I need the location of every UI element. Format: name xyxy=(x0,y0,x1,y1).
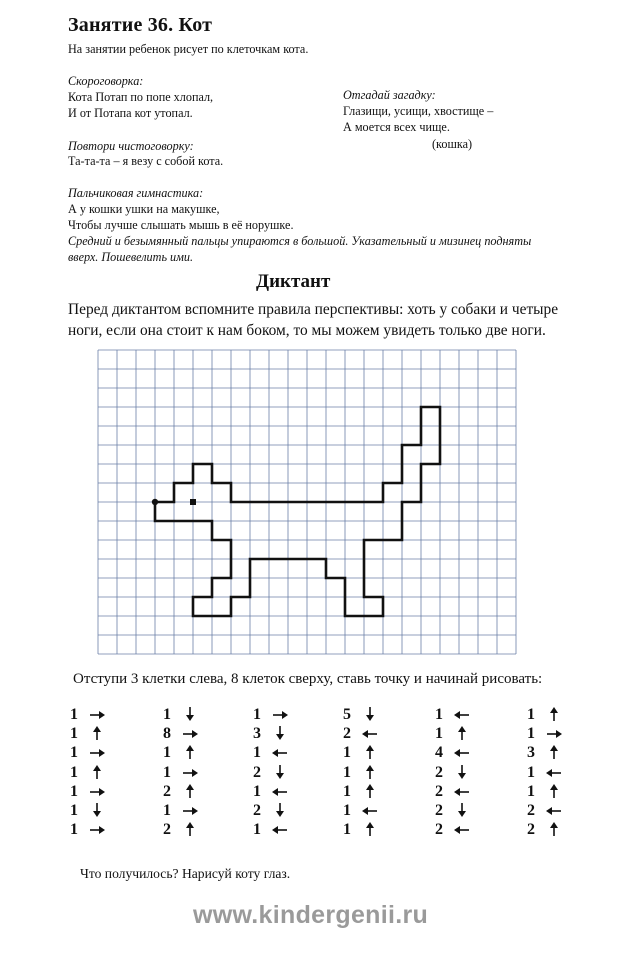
dictation-step xyxy=(70,744,106,762)
arrow-left-icon xyxy=(271,821,289,839)
step-count: 1 xyxy=(163,763,171,781)
arrow-right-icon xyxy=(181,725,199,743)
dictation-step xyxy=(343,744,379,762)
step-count: 1 xyxy=(527,763,535,781)
step-count: 2 xyxy=(435,763,443,781)
arrow-left-icon xyxy=(361,725,379,743)
dictation-step xyxy=(163,706,199,724)
step-count: 1 xyxy=(253,744,261,762)
finger-gym-note-2: вверх. Пошевелить ими. xyxy=(68,250,194,264)
step-count: 1 xyxy=(527,725,535,743)
dictation-step xyxy=(343,783,379,801)
tongue-twister-line-1: Кота Потап по попе хлопал, xyxy=(68,90,214,104)
arrow-right-icon xyxy=(88,821,106,839)
dictation-step xyxy=(435,821,471,839)
step-count: 4 xyxy=(435,744,443,762)
dictation-intro-line-1: Перед диктантом вспомните правила перспективы: хоть у собаки и четыре xyxy=(68,301,559,318)
dictation-step xyxy=(163,783,199,801)
dictation-step xyxy=(435,706,471,724)
dictation-title: Диктант xyxy=(256,271,331,292)
dictation-step xyxy=(435,744,471,762)
arrow-down-icon xyxy=(271,764,289,782)
step-count: 1 xyxy=(70,763,78,781)
dictation-step xyxy=(527,783,563,801)
step-count: 2 xyxy=(435,821,443,839)
step-count: 1 xyxy=(343,821,351,839)
arrow-up-icon xyxy=(88,764,106,782)
arrow-up-icon xyxy=(545,706,563,724)
step-count: 3 xyxy=(527,744,535,762)
dictation-step xyxy=(70,706,106,724)
step-count: 1 xyxy=(253,782,261,800)
dictation-step xyxy=(253,725,289,743)
step-count: 1 xyxy=(253,706,261,723)
tongue-twister-line-2: И от Потапа кот утопал. xyxy=(68,106,193,120)
dictation-step xyxy=(527,764,563,782)
arrow-left-icon xyxy=(453,783,471,801)
arrow-right-icon xyxy=(181,764,199,782)
step-count: 2 xyxy=(253,763,261,781)
dictation-step xyxy=(527,802,563,820)
dictation-step xyxy=(343,821,379,839)
dictation-step xyxy=(253,802,289,820)
finger-gym-note-1: Средний и безымянный пальцы упираются в большой. Указательный и мизинец подняты xyxy=(68,234,532,248)
dictation-step xyxy=(435,783,471,801)
cat-outline xyxy=(155,407,440,616)
arrow-down-icon xyxy=(271,802,289,820)
arrow-right-icon xyxy=(181,802,199,820)
arrow-up-icon xyxy=(545,821,563,839)
dictation-step xyxy=(163,764,199,782)
finger-gym-line-2: Чтобы лучше слышать мышь в её норушке. xyxy=(68,218,294,232)
finger-gym-label: Пальчиковая гимнастика: xyxy=(68,186,204,200)
result-question: Что получилось? Нарисуй коту глаз. xyxy=(80,866,291,881)
dictation-step xyxy=(163,725,199,743)
arrow-up-icon xyxy=(361,821,379,839)
step-count: 1 xyxy=(70,782,78,800)
step-count: 1 xyxy=(343,763,351,781)
arrow-left-icon xyxy=(545,802,563,820)
page-title: Занятие 36. Кот xyxy=(68,14,213,36)
dictation-step xyxy=(253,744,289,762)
dictation-intro-line-2: ноги, если она стоит к нам боком, то мы можем увидеть только две ноги. xyxy=(68,322,546,339)
step-count: 2 xyxy=(253,802,261,819)
step-count: 1 xyxy=(70,802,78,819)
step-count: 2 xyxy=(435,782,443,800)
step-count: 1 xyxy=(70,744,78,762)
pure-phrase-text: Та-та-та – я везу с собой кота. xyxy=(68,154,224,168)
step-count: 1 xyxy=(435,725,443,743)
dictation-step xyxy=(70,764,106,782)
dictation-step xyxy=(343,706,379,724)
step-count: 1 xyxy=(163,744,171,762)
dictation-step xyxy=(163,821,199,839)
arrow-up-icon xyxy=(361,783,379,801)
step-count: 8 xyxy=(163,725,171,743)
dictation-step xyxy=(163,744,199,762)
dictation-step xyxy=(343,764,379,782)
arrow-up-icon xyxy=(181,783,199,801)
step-count: 1 xyxy=(253,821,261,839)
dictation-step xyxy=(343,725,379,743)
arrow-up-icon xyxy=(545,783,563,801)
arrow-up-icon xyxy=(361,764,379,782)
arrow-up-icon xyxy=(361,744,379,762)
arrow-left-icon xyxy=(453,706,471,724)
arrow-up-icon xyxy=(181,821,199,839)
cat-eye xyxy=(190,499,196,505)
finger-gym-line-1: А у кошки ушки на макушке, xyxy=(68,202,220,216)
dictation-step xyxy=(70,821,106,839)
arrow-right-icon xyxy=(545,725,563,743)
dictation-step xyxy=(435,764,471,782)
step-count: 1 xyxy=(527,706,535,723)
arrow-down-icon xyxy=(453,764,471,782)
arrow-down-icon xyxy=(181,706,199,724)
arrow-up-icon xyxy=(181,744,199,762)
arrow-down-icon xyxy=(271,725,289,743)
dictation-step xyxy=(527,706,563,724)
arrow-down-icon xyxy=(453,802,471,820)
dictation-step xyxy=(435,802,471,820)
arrow-up-icon xyxy=(88,725,106,743)
tongue-twister-label: Скороговорка: xyxy=(68,74,144,88)
riddle-label: Отгадай загадку: xyxy=(343,88,436,102)
step-count: 2 xyxy=(435,802,443,819)
step-count: 1 xyxy=(163,802,171,819)
dictation-instruction: Отступи 3 клетки слева, 8 клеток сверху, ставь точку и начинай рисовать: xyxy=(73,671,543,687)
arrow-down-icon xyxy=(88,802,106,820)
arrow-up-icon xyxy=(545,744,563,762)
dictation-step xyxy=(527,744,563,762)
dictation-step xyxy=(253,783,289,801)
riddle-line-2: А моется всех чище. xyxy=(343,120,450,134)
riddle-answer: (кошка) xyxy=(432,137,473,151)
start-dot xyxy=(152,499,158,505)
dictation-step xyxy=(253,764,289,782)
dictation-step xyxy=(343,802,379,820)
arrow-left-icon xyxy=(545,764,563,782)
step-count: 2 xyxy=(163,782,171,800)
dictation-step xyxy=(70,725,106,743)
arrow-right-icon xyxy=(88,706,106,724)
step-count: 2 xyxy=(163,821,171,839)
step-count: 2 xyxy=(527,802,535,819)
step-count: 1 xyxy=(343,744,351,762)
step-count: 2 xyxy=(527,821,535,839)
watermark: www.kindergenii.ru xyxy=(193,901,429,929)
dictation-step xyxy=(435,725,471,743)
dictation-step xyxy=(527,725,563,743)
step-count: 2 xyxy=(343,725,351,743)
dictation-step xyxy=(70,802,106,820)
dictation-step xyxy=(163,802,199,820)
step-count: 1 xyxy=(70,821,78,839)
step-count: 1 xyxy=(70,706,78,723)
step-count: 5 xyxy=(343,706,351,723)
dictation-step xyxy=(527,821,563,839)
step-count: 1 xyxy=(343,782,351,800)
arrow-right-icon xyxy=(88,783,106,801)
page-subtitle: На занятии ребенок рисует по клеточкам кота. xyxy=(68,42,309,56)
arrow-left-icon xyxy=(271,783,289,801)
dictation-step xyxy=(253,706,289,724)
arrow-right-icon xyxy=(271,706,289,724)
riddle-line-1: Глазищи, усищи, хвостище – xyxy=(343,104,494,118)
step-count: 1 xyxy=(70,725,78,743)
pure-phrase-label: Повтори чистоговорку: xyxy=(68,139,194,153)
dictation-step xyxy=(70,783,106,801)
arrow-up-icon xyxy=(453,725,471,743)
dictation-step xyxy=(253,821,289,839)
arrow-left-icon xyxy=(453,744,471,762)
arrow-left-icon xyxy=(453,821,471,839)
step-count: 1 xyxy=(343,802,351,819)
step-count: 1 xyxy=(527,782,535,800)
step-count: 1 xyxy=(163,706,171,723)
arrow-left-icon xyxy=(271,744,289,762)
arrow-right-icon xyxy=(88,744,106,762)
arrow-left-icon xyxy=(361,802,379,820)
step-count: 1 xyxy=(435,706,443,723)
step-count: 3 xyxy=(253,725,261,743)
arrow-down-icon xyxy=(361,706,379,724)
